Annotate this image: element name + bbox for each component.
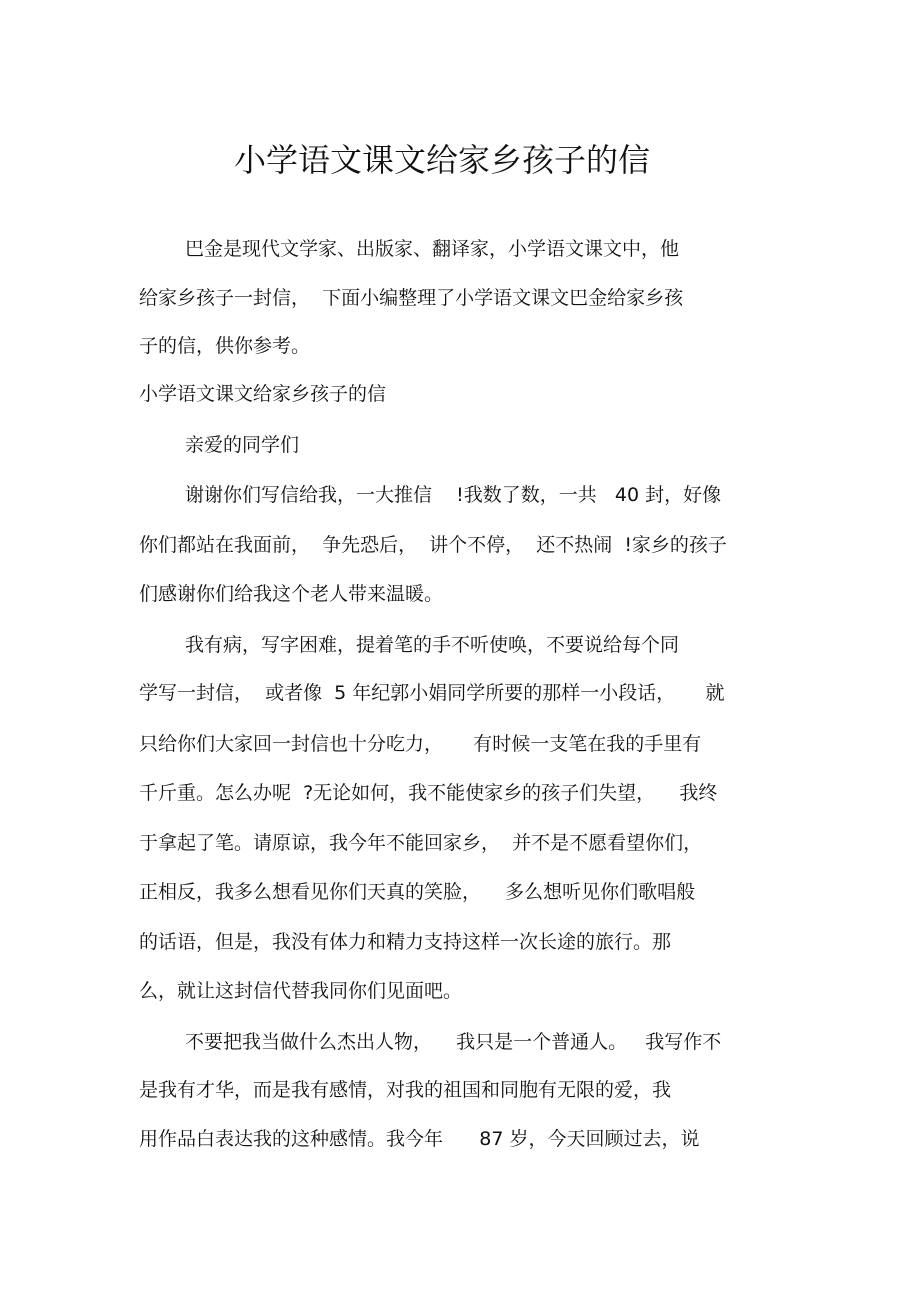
paragraph-line: 巴金是现代文学家、出版家、翻译家，小学语文课文中，他 xyxy=(185,238,680,260)
paragraph-line: 只给你们大家回一封信也十分吃力， 有时候一支笔在我的手里有 xyxy=(139,733,702,755)
paragraph-line: 正相反，我多么想看见你们天真的笑脸， 多么想听见你们歌唱般 xyxy=(139,881,696,903)
salutation: 亲爱的同学们 xyxy=(185,434,300,456)
paragraph-line: 是我有才华，而是我有感情，对我的祖国和同胞有无限的爱，我 xyxy=(139,1079,672,1101)
paragraph-line: 么，就让这封信代替我同你们见面吧。 xyxy=(139,980,463,1002)
paragraph-line: 学写一封信， 或者像 5 年纪郭小娟同学所要的那样一小段话， 就 xyxy=(139,682,725,704)
paragraph-line: 千斤重。怎么办呢 ?无论如何，我不能使家乡的孩子们失望， 我终 xyxy=(139,782,718,804)
paragraph-line: 给家乡孩子一封信， 下面小编整理了小学语文课文巴金给家乡孩 xyxy=(139,287,684,309)
paragraph-line: 谢谢你们写信给我，一大推信 !我数了数，一共 40 封，好像 xyxy=(185,484,722,506)
paragraph-line: 子的信，供你参考。 xyxy=(139,335,311,357)
paragraph-line: 于拿起了笔。请原谅，我今年不能回家乡， 并不是不愿看望你们， xyxy=(139,832,703,854)
section-heading: 小学语文课文给家乡孩子的信 xyxy=(139,383,387,405)
document-title: 小学语文课文给家乡孩子的信 xyxy=(233,141,650,179)
paragraph-line: 我有病，写字困难，提着笔的手不听使唤，不要说给每个同 xyxy=(185,634,680,656)
paragraph-line: 的话语，但是，我没有体力和精力支持这样一次长途的旅行。那 xyxy=(139,931,672,953)
paragraph-line: 你们都站在我面前， 争先恐后， 讲个不停， 还不热闹 !家乡的孩子 xyxy=(139,534,727,556)
paragraph-line: 不要把我当做什么杰出人物， 我只是一个普通人。 我写作不 xyxy=(185,1031,722,1053)
paragraph-line: 用作品白表达我的这种感情。我今年 87 岁，今天回顾过去，说 xyxy=(139,1128,700,1150)
paragraph-line: 们感谢你们给我这个老人带来温暖。 xyxy=(139,583,444,605)
